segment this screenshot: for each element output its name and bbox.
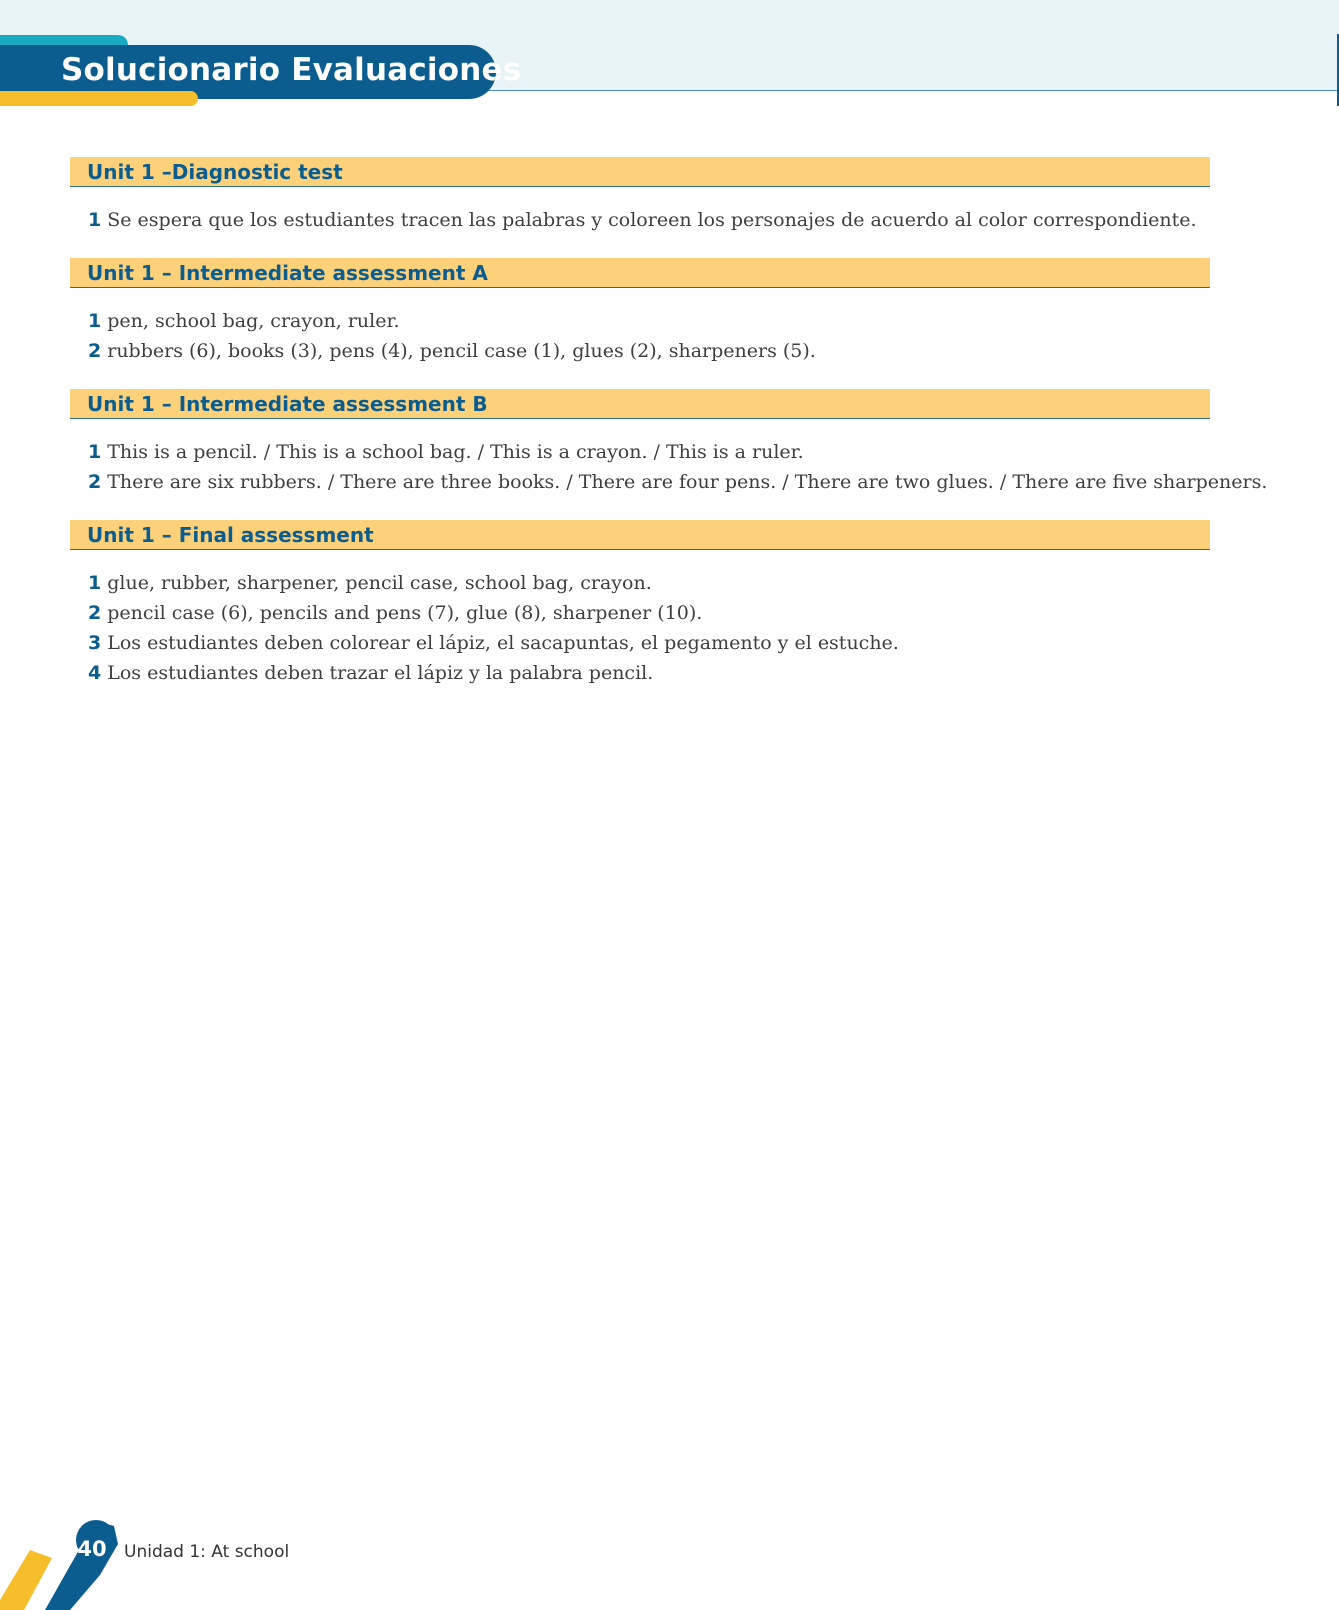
- answer-number: 4: [88, 662, 102, 684]
- answer-item: [88, 467, 1268, 497]
- answer-list: [70, 187, 1210, 235]
- answer-list: [70, 419, 1268, 497]
- page-title: Solucionario Evaluaciones: [61, 52, 522, 88]
- answer-list: [70, 288, 1210, 366]
- answer-number: 1: [88, 572, 102, 594]
- section-title: Unit 1 – Intermediate assessment B: [70, 389, 1210, 419]
- answer-item: [88, 306, 1210, 336]
- answer-number: 1: [88, 310, 102, 332]
- answer-item: [88, 628, 1210, 658]
- page-number-badge: [0, 1520, 120, 1610]
- footer-unit-label: Unidad 1: At school: [124, 1542, 290, 1562]
- answer-text: rubbers (6), books (3), pens (4), pencil case (1), glues (2), sharpeners (5).: [107, 340, 816, 362]
- answer-text: glue, rubber, sharpener, pencil case, school bag, crayon.: [107, 572, 652, 594]
- answer-item: [88, 568, 1210, 598]
- page-number: 40: [77, 1537, 107, 1561]
- footer-yellow-stripe: [0, 1550, 52, 1610]
- answer-text: Los estudiantes deben colorear el lápiz, el sacapuntas, el pegamento y el estuche.: [107, 632, 899, 654]
- section-final-assessment: [70, 520, 1210, 688]
- answer-text: Los estudiantes deben trazar el lápiz y la palabra pencil.: [107, 662, 654, 684]
- answer-text: Se espera que los estudiantes tracen las palabras y coloreen los personajes de acuerdo al color correspondiente.: [107, 209, 1197, 231]
- header-yellow-tab: [0, 91, 198, 106]
- section-title: Unit 1 – Final assessment: [70, 520, 1210, 550]
- section-diagnostic-test: [70, 157, 1210, 235]
- answer-number: 3: [88, 632, 102, 654]
- answer-item: [88, 437, 1210, 467]
- answer-item: [88, 336, 1210, 366]
- answer-number: 2: [88, 471, 102, 493]
- answer-item: [88, 598, 1210, 628]
- section-intermediate-a: [70, 258, 1210, 366]
- section-intermediate-b: [70, 389, 1268, 497]
- answer-number: 2: [88, 340, 102, 362]
- answer-text: There are six rubbers. / There are three books. / There are four pens. / There are two glues. / There are five sharpeners.: [107, 471, 1268, 493]
- answer-item: [88, 205, 1210, 235]
- answer-number: 2: [88, 602, 102, 624]
- answer-list: [70, 550, 1210, 688]
- answer-item: [88, 658, 1210, 688]
- section-title: Unit 1 –Diagnostic test: [70, 157, 1210, 187]
- answer-text: pen, school bag, crayon, ruler.: [107, 310, 400, 332]
- answer-text: pencil case (6), pencils and pens (7), glue (8), sharpener (10).: [107, 602, 703, 624]
- answer-key: [70, 157, 1268, 711]
- answer-text: This is a pencil. / This is a school bag. / This is a crayon. / This is a ruler.: [107, 441, 804, 463]
- section-title: Unit 1 – Intermediate assessment A: [70, 258, 1210, 288]
- answer-number: 1: [88, 209, 102, 231]
- answer-number: 1: [88, 441, 102, 463]
